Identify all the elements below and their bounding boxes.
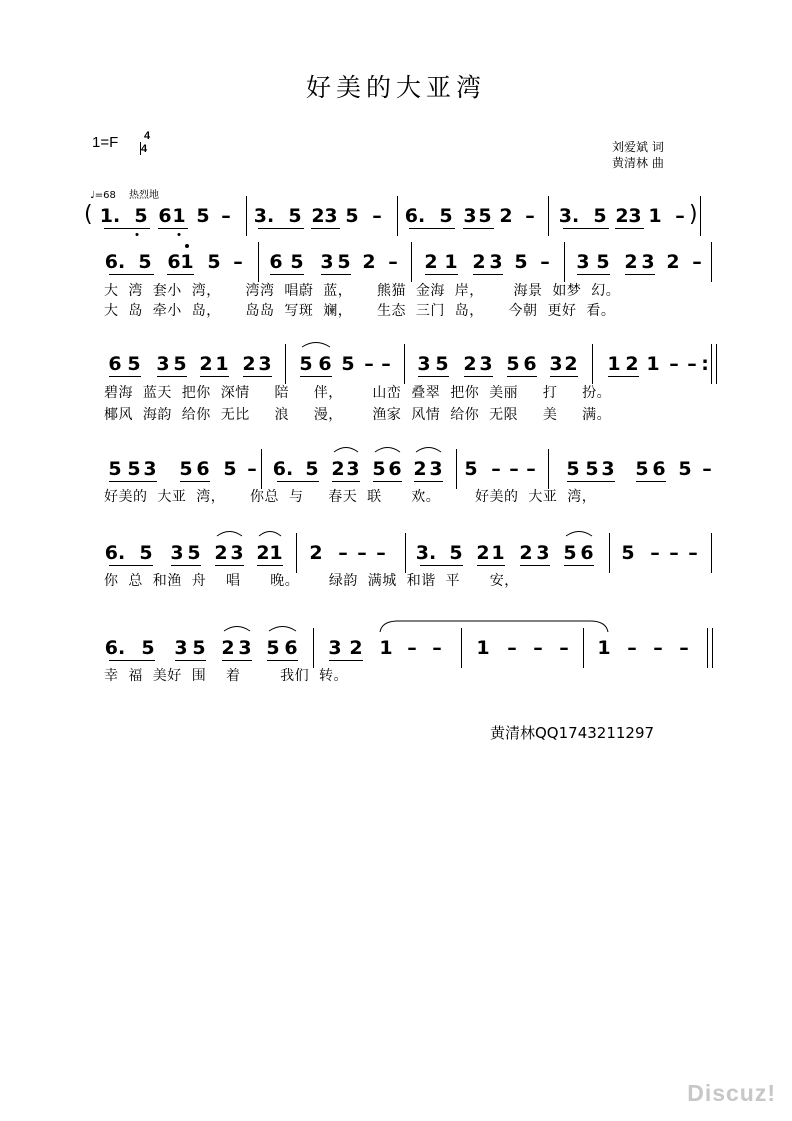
note: 1 <box>379 637 393 659</box>
beat-underline <box>258 228 304 229</box>
note: – <box>247 458 257 480</box>
note: 3 <box>576 251 590 273</box>
note: – <box>233 251 243 273</box>
bar-line <box>411 242 412 282</box>
note: 2 <box>309 542 323 564</box>
note: – <box>559 637 569 659</box>
beat-underline <box>563 228 609 229</box>
note: 1 <box>172 205 186 227</box>
beat-underline <box>300 376 332 377</box>
bar-line <box>592 344 593 384</box>
note: 3 <box>258 353 272 375</box>
note: 2 <box>199 353 213 375</box>
lyric-line: 你 总 和渔 舟 唱 晚。 绿韵 满城 和谐 平 安， <box>104 573 519 589</box>
tempo-mark: ♩=68 <box>90 190 116 201</box>
note: 3 <box>170 542 184 564</box>
note: 6 <box>652 458 666 480</box>
note: 5 <box>305 458 319 480</box>
note: 5 <box>478 205 492 227</box>
note: 5 <box>266 637 280 659</box>
note: 6 <box>167 251 181 273</box>
bar-line <box>397 196 398 236</box>
note: 2 <box>311 205 325 227</box>
note: 5 <box>514 251 528 273</box>
note: 3 <box>174 637 188 659</box>
lyric-line: 幸 福 美好 围 着 我们 转。 <box>104 668 349 684</box>
beat-underline <box>157 376 187 377</box>
note: 3 <box>156 353 170 375</box>
note: 5 <box>439 205 453 227</box>
tempo-marking <box>90 186 159 201</box>
note: 5 <box>566 458 580 480</box>
beat-underline <box>270 274 304 275</box>
note: 1 <box>269 542 283 564</box>
note: 6 <box>158 205 172 227</box>
beat-underline <box>373 481 402 482</box>
note: : <box>701 353 709 375</box>
note: 3. <box>253 205 275 227</box>
time-signature-top: 4 <box>143 130 151 142</box>
note: – <box>679 637 689 659</box>
note: 3 <box>601 458 615 480</box>
note: 2 <box>214 542 228 564</box>
note: 3 <box>641 251 655 273</box>
note: – <box>221 205 231 227</box>
beat-underline <box>171 565 201 566</box>
note: 2 <box>256 542 270 564</box>
note: 5 <box>288 205 302 227</box>
note: 2 <box>362 251 376 273</box>
note: 3 <box>536 542 550 564</box>
note: 1 <box>491 542 505 564</box>
tie-mark <box>267 622 298 632</box>
closing-parenthesis: ) <box>689 202 698 227</box>
note: 6 <box>196 458 210 480</box>
beat-underline <box>158 228 188 229</box>
time-signature-bottom: 4 <box>141 143 148 155</box>
lyric-line: 椰风 海韵 给你 无比 浪 漫， 渔家 风情 给你 无限 美 满。 <box>104 407 612 423</box>
beat-underline <box>409 228 455 229</box>
note: – <box>376 542 386 564</box>
note: 3 <box>143 458 157 480</box>
note: 1 <box>607 353 621 375</box>
expression-mark: 热烈地 <box>129 190 160 201</box>
beat-underline <box>414 481 443 482</box>
note: 5 <box>449 542 463 564</box>
note: – <box>526 458 536 480</box>
note: 5 <box>506 353 520 375</box>
note: 3 <box>628 205 642 227</box>
beat-underline <box>425 274 458 275</box>
beat-underline <box>277 481 319 482</box>
note: 3 <box>417 353 431 375</box>
note: 1 <box>444 251 458 273</box>
low-octave-dot <box>136 233 139 236</box>
note: 5 <box>223 458 237 480</box>
composer-credit: 黄清林 曲 <box>612 156 664 170</box>
note: 5 <box>141 637 155 659</box>
note: 5 <box>435 353 449 375</box>
note: 6 <box>284 637 298 659</box>
beat-underline <box>418 376 449 377</box>
note: 5 <box>341 353 355 375</box>
note: 2 <box>472 251 486 273</box>
note: – <box>407 637 417 659</box>
note: 3 <box>549 353 563 375</box>
note: 5 <box>290 251 304 273</box>
note: 5 <box>337 251 351 273</box>
note: 6 <box>108 353 122 375</box>
note: – <box>507 637 517 659</box>
note: 2 <box>499 205 513 227</box>
note: – <box>653 637 663 659</box>
note: 5 <box>635 458 649 480</box>
lyric-line: 大 岛 牵小 岛， 岛岛 写斑 斓， 生态 三门 岛， 今朝 更好 看。 <box>104 303 616 319</box>
note: 3 <box>238 637 252 659</box>
note: 6 <box>318 353 332 375</box>
bar-line <box>712 628 713 668</box>
note: 5 <box>207 251 221 273</box>
note: 5 <box>563 542 577 564</box>
beat-underline <box>550 376 578 377</box>
note: 6. <box>104 637 126 659</box>
note: – <box>669 353 679 375</box>
note: 3 <box>429 458 443 480</box>
bar-line <box>609 533 610 573</box>
note: – <box>509 458 519 480</box>
note: 6. <box>104 542 126 564</box>
bar-line <box>313 628 314 668</box>
note: – <box>692 251 702 273</box>
note: – <box>372 205 382 227</box>
note: 5 <box>596 251 610 273</box>
bar-line <box>404 344 405 384</box>
note: 1 <box>180 251 194 273</box>
note: – <box>432 637 442 659</box>
note: – <box>688 542 698 564</box>
note: 5 <box>345 205 359 227</box>
bar-line <box>700 196 701 236</box>
note: 3 <box>324 205 338 227</box>
time-signature <box>140 130 154 155</box>
tie-mark <box>332 443 360 453</box>
note: 6 <box>269 251 283 273</box>
note: 5 <box>196 205 210 227</box>
bar-line <box>711 344 712 384</box>
tie-mark <box>414 443 443 453</box>
note: – <box>491 458 501 480</box>
note: 3 <box>463 205 477 227</box>
note: 2 <box>221 637 235 659</box>
beat-underline <box>321 274 351 275</box>
note: 1 <box>476 637 490 659</box>
bar-line <box>548 449 549 489</box>
note: 1 <box>646 353 660 375</box>
note: 2 <box>413 458 427 480</box>
beat-underline <box>109 274 154 275</box>
beat-underline <box>625 274 655 275</box>
note: – <box>381 353 391 375</box>
signature: 黄清林QQ1743211297 <box>490 724 655 742</box>
opening-parenthesis: ( <box>84 202 93 227</box>
bar-line <box>261 449 262 489</box>
bar-line <box>711 533 712 573</box>
note: 3 <box>479 353 493 375</box>
note: 5 <box>134 205 148 227</box>
song-title: 好美的大亚湾 <box>305 73 486 102</box>
note: 6 <box>523 353 537 375</box>
beat-underline <box>567 481 615 482</box>
note: 5 <box>127 353 141 375</box>
bar-line <box>711 242 712 282</box>
note: 3. <box>415 542 437 564</box>
beat-underline <box>420 565 463 566</box>
tie-mark <box>215 527 244 537</box>
bar-line <box>548 196 549 236</box>
note: – <box>702 458 712 480</box>
note: 2 <box>349 637 363 659</box>
beat-underline <box>200 376 229 377</box>
beat-underline <box>267 660 298 661</box>
note: 5 <box>127 458 141 480</box>
note: 6. <box>272 458 294 480</box>
tie-mark <box>300 338 332 348</box>
bar-line <box>296 533 297 573</box>
lyric-line: 大 湾 套小 湾， 湾湾 唱蔚 蓝， 熊猫 金海 岸， 海景 如梦 幻。 <box>104 283 621 299</box>
beat-underline <box>636 481 666 482</box>
lyric-line: 碧海 蓝天 把你 深情 陪 伴， 山峦 叠翠 把你 美丽 打 扮。 <box>104 385 612 401</box>
note: 2 <box>625 353 639 375</box>
bar-line <box>405 533 406 573</box>
beat-underline <box>520 565 550 566</box>
note: 5 <box>173 353 187 375</box>
lyric-line: 好美的 大亚 湾， 你总 与 春天 联 欢。 好美的 大亚 湾， <box>104 489 597 505</box>
note: – <box>687 353 697 375</box>
beat-underline <box>463 228 494 229</box>
note: 3 <box>346 458 360 480</box>
low-octave-dot <box>178 233 181 236</box>
note: 2 <box>624 251 638 273</box>
note: 1 <box>648 205 662 227</box>
note: 1. <box>99 205 121 227</box>
note: 5 <box>108 458 122 480</box>
note: 2 <box>463 353 477 375</box>
beat-underline <box>615 228 644 229</box>
note: 2 <box>331 458 345 480</box>
note: 3 <box>230 542 244 564</box>
note: 5 <box>585 458 599 480</box>
beat-underline <box>175 660 206 661</box>
note: 5 <box>464 458 478 480</box>
note: 2 <box>615 205 629 227</box>
beat-underline <box>109 481 157 482</box>
beat-underline <box>332 481 360 482</box>
lyricist-credit: 刘爱斌 词 <box>612 140 664 154</box>
note: 2 <box>476 542 490 564</box>
note: – <box>533 637 543 659</box>
note: 5 <box>299 353 313 375</box>
note: 1 <box>215 353 229 375</box>
note: – <box>364 353 374 375</box>
beat-underline <box>608 376 639 377</box>
note: 5 <box>372 458 386 480</box>
note: – <box>357 542 367 564</box>
tie-mark <box>222 622 252 632</box>
note: 2 <box>666 251 680 273</box>
beat-underline <box>577 274 610 275</box>
note: 3 <box>489 251 503 273</box>
beat-underline <box>464 376 493 377</box>
key-signature: 1=F <box>92 134 119 151</box>
beat-underline <box>477 565 505 566</box>
note: – <box>675 205 685 227</box>
note: – <box>669 542 679 564</box>
beat-underline <box>564 565 594 566</box>
tie-mark <box>373 443 402 453</box>
note: – <box>627 637 637 659</box>
note: 3. <box>558 205 580 227</box>
bar-line <box>716 344 717 384</box>
note: 5 <box>678 458 692 480</box>
high-octave-dot <box>185 244 189 248</box>
beat-underline <box>109 376 141 377</box>
note: 2 <box>242 353 256 375</box>
watermark: Discuz! <box>687 1080 776 1106</box>
note: 5 <box>138 251 152 273</box>
note: 5 <box>192 637 206 659</box>
note: 3 <box>320 251 334 273</box>
note: – <box>388 251 398 273</box>
note: – <box>338 542 348 564</box>
tie-mark <box>257 527 283 537</box>
note: 2 <box>564 353 578 375</box>
beat-underline <box>215 565 244 566</box>
note: 1 <box>597 637 611 659</box>
beat-underline <box>311 228 340 229</box>
note: – <box>540 251 550 273</box>
beat-underline <box>473 274 503 275</box>
note: 3 <box>328 637 342 659</box>
note: – <box>650 542 660 564</box>
bar-line <box>456 449 457 489</box>
beat-underline <box>243 376 272 377</box>
beat-underline <box>507 376 537 377</box>
bar-line <box>583 628 584 668</box>
note: 2 <box>519 542 533 564</box>
beat-underline <box>109 660 155 661</box>
beat-underline <box>167 274 194 275</box>
note: 6. <box>404 205 426 227</box>
beat-underline <box>104 228 150 229</box>
slur-mark <box>378 619 610 633</box>
tie-mark <box>564 527 594 537</box>
beat-underline <box>257 565 283 566</box>
note: 5 <box>139 542 153 564</box>
bar-line <box>707 628 708 668</box>
bar-line <box>246 196 247 236</box>
beat-underline <box>109 565 153 566</box>
note: 6 <box>580 542 594 564</box>
bar-line <box>258 242 259 282</box>
bar-line <box>564 242 565 282</box>
note: 6 <box>388 458 402 480</box>
bar-line <box>285 344 286 384</box>
bar-line <box>461 628 462 668</box>
note: – <box>525 205 535 227</box>
beat-underline <box>180 481 210 482</box>
note: 2 <box>424 251 438 273</box>
beat-underline <box>222 660 252 661</box>
note: 5 <box>593 205 607 227</box>
note: 5 <box>621 542 635 564</box>
note: 5 <box>179 458 193 480</box>
beat-underline <box>329 660 363 661</box>
note: 6. <box>104 251 126 273</box>
note: 5 <box>187 542 201 564</box>
